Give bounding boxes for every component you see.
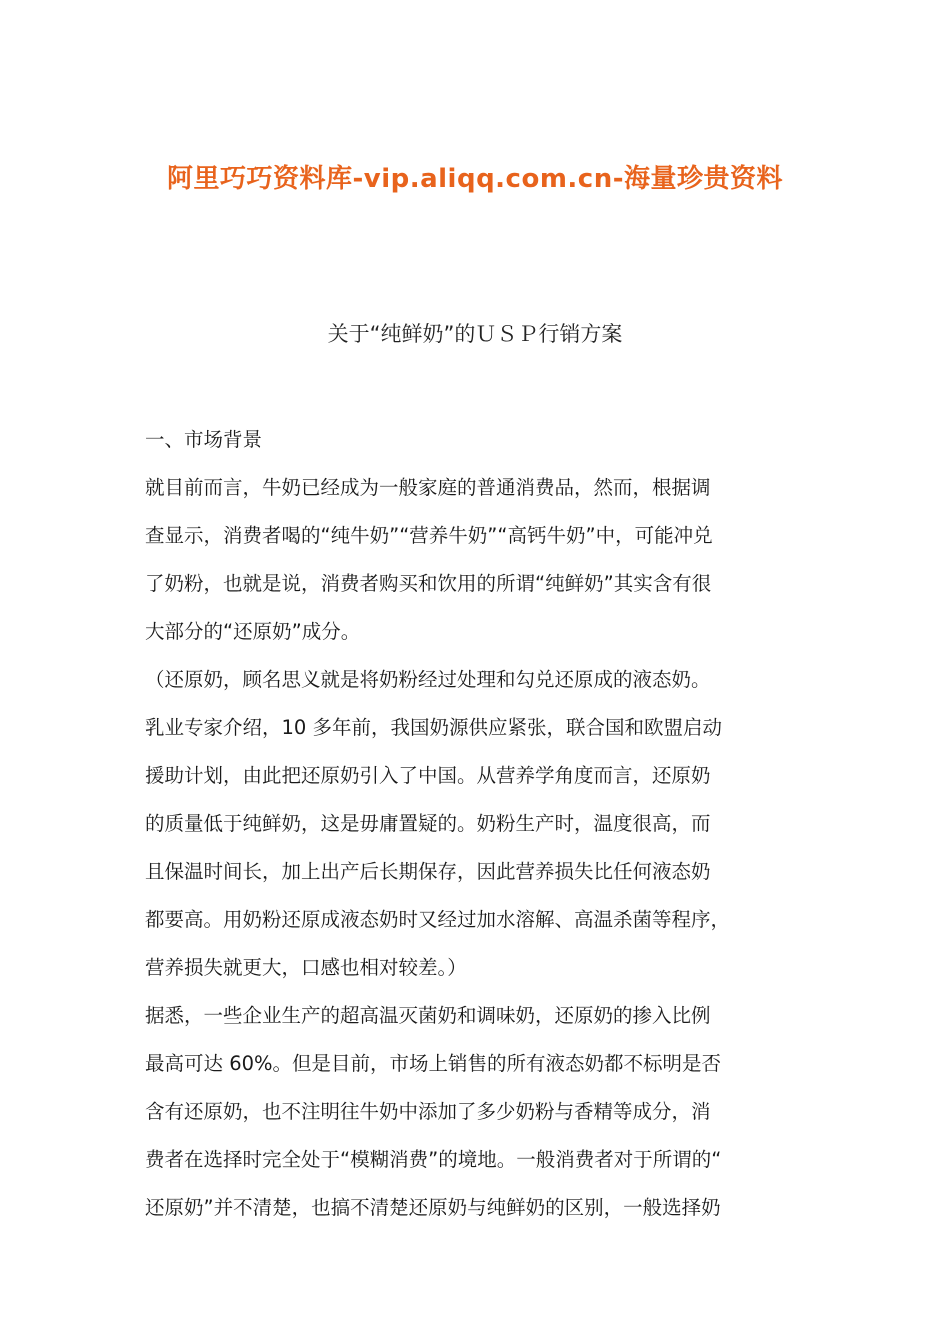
paragraph-line: 营养损失就更大，口感也相对较差。） (145, 956, 467, 979)
document-body (145, 416, 811, 1232)
watermark-banner: 阿里巧巧资料库-vip.aliqq.com.cn-海量珍贵资料 (166, 164, 784, 194)
paragraph-line: 据悉，一些企业生产的超高温灭菌奶和调味奶，还原奶的掺入比例 (145, 1004, 711, 1027)
paragraph-line: 费者在选择时完全处于“模糊消费”的境地。一般消费者对于所谓的“ (145, 1148, 722, 1171)
paragraph-line: 都要高。用奶粉还原成液态奶时又经过加水溶解、高温杀菌等程序， (145, 908, 731, 931)
paragraph-line: 了奶粉，也就是说，消费者购买和饮用的所谓“纯鲜奶”其实含有很 (145, 572, 712, 595)
paragraph-line: 援助计划，由此把还原奶引入了中国。从营养学角度而言，还原奶 (145, 764, 711, 787)
paragraph-line: 且保温时间长，加上出产后长期保存，因此营养损失比任何液态奶 (145, 860, 711, 883)
paragraph-line: 还原奶”并不清楚，也搞不清楚还原奶与纯鲜奶的区别，一般选择奶 (145, 1196, 721, 1219)
paragraph-line: 大部分的“还原奶”成分。 (145, 620, 361, 643)
paragraph-line: 乳业专家介绍，10 多年前，我国奶源供应紧张，联合国和欧盟启动 (145, 716, 723, 739)
document-title: 关于“纯鲜奶”的ＵＳＰ行销方案 (327, 322, 623, 346)
paragraph-line: 含有还原奶，也不注明往牛奶中添加了多少奶粉与香精等成分，消 (145, 1100, 711, 1123)
paragraph-line: 最高可达 60%。但是目前，市场上销售的所有液态奶都不标明是否 (145, 1052, 722, 1075)
section-heading: 一、市场背景 (145, 428, 263, 451)
paragraph-line: 就目前而言，牛奶已经成为一般家庭的普通消费品，然而，根据调 (145, 476, 711, 499)
paragraph-line: 查显示，消费者喝的“纯牛奶”“营养牛奶”“高钙牛奶”中，可能冲兑 (145, 524, 713, 547)
paragraph-line: （还原奶，顾名思义就是将奶粉经过处理和勾兑还原成的液态奶。 (145, 668, 711, 691)
paragraph-line: 的质量低于纯鲜奶，这是毋庸置疑的。奶粉生产时，温度很高，而 (145, 812, 711, 835)
